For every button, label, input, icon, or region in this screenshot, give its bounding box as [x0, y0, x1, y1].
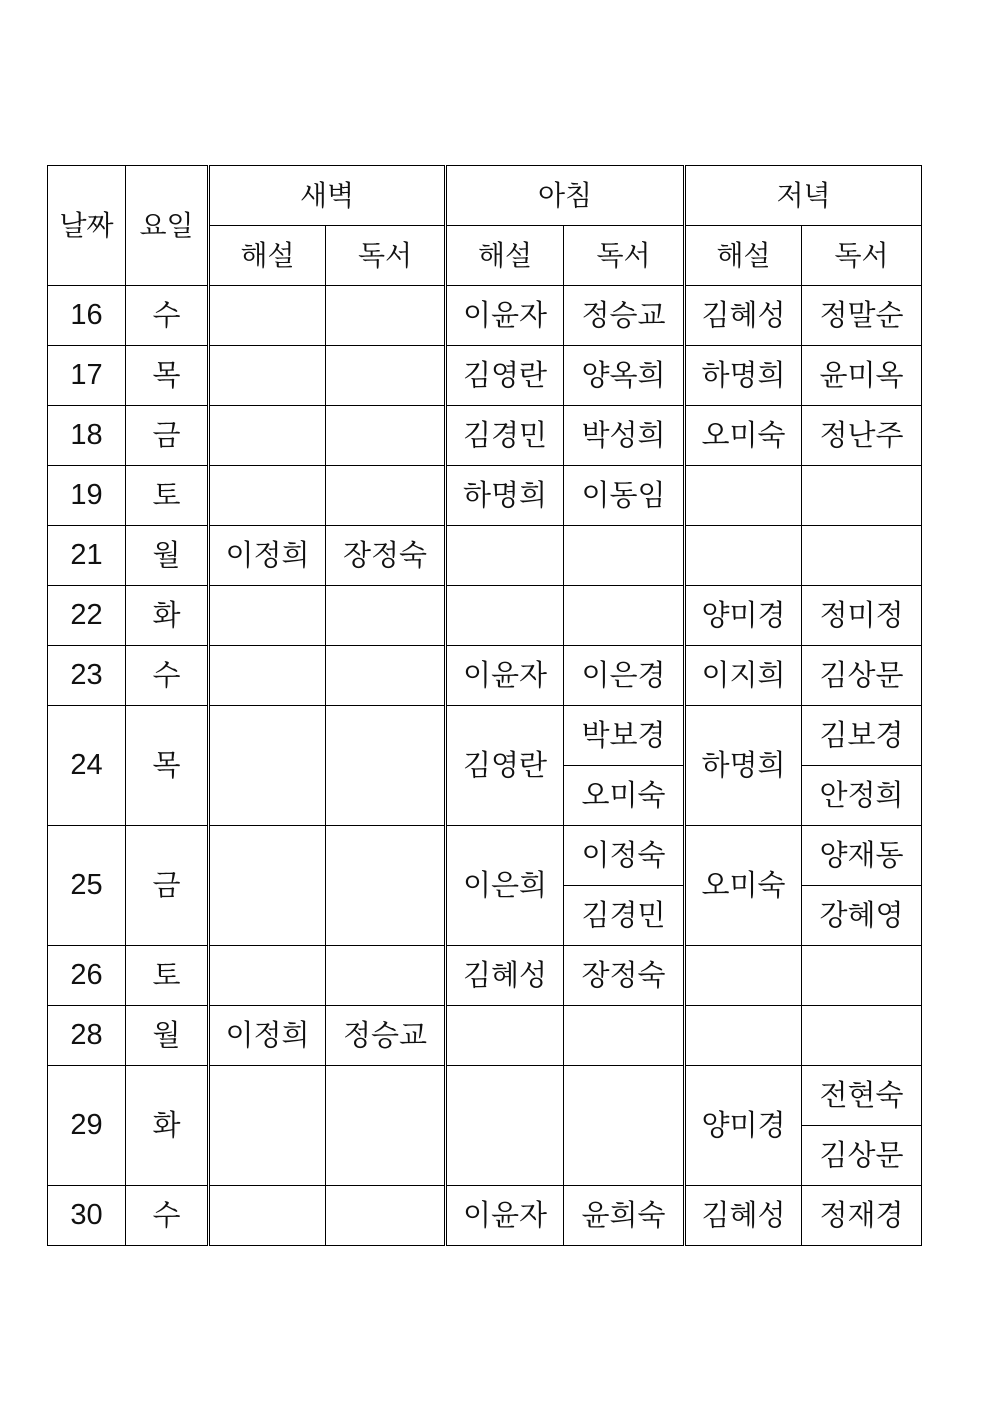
- morning-commentary: 이은희: [446, 826, 564, 946]
- row-weekday: 목: [126, 706, 209, 826]
- dawn-reading: 장정숙: [326, 526, 446, 586]
- dawn-commentary: [209, 706, 326, 826]
- morning-commentary: 김영란: [446, 346, 564, 406]
- row-date: 22: [48, 586, 126, 646]
- dawn-commentary: [209, 346, 326, 406]
- evening-commentary: 하명희: [685, 346, 802, 406]
- table-row: [48, 826, 922, 886]
- morning-reading: [564, 586, 685, 646]
- table-row: [48, 406, 922, 466]
- row-weekday: 수: [126, 1186, 209, 1246]
- dawn-commentary: [209, 466, 326, 526]
- dawn-commentary: 이정희: [209, 526, 326, 586]
- row-weekday: 화: [126, 1066, 209, 1186]
- row-date: 25: [48, 826, 126, 946]
- dawn-reading: [326, 946, 446, 1006]
- evening-reading: 김상문: [802, 646, 922, 706]
- row-weekday: 금: [126, 406, 209, 466]
- morning-reading: 이은경: [564, 646, 685, 706]
- dawn-reading: [326, 586, 446, 646]
- dawn-commentary: [209, 1066, 326, 1186]
- table-row: [48, 526, 922, 586]
- header-group-evening: 저녁: [685, 166, 922, 226]
- evening-commentary: 오미숙: [685, 826, 802, 946]
- dawn-reading: [326, 466, 446, 526]
- morning-reading: 이정숙: [564, 826, 685, 886]
- evening-commentary: 양미경: [685, 1066, 802, 1186]
- header-dawn-reading: 독서: [326, 226, 446, 286]
- morning-reading: 이동임: [564, 466, 685, 526]
- dawn-commentary: [209, 646, 326, 706]
- row-weekday: 토: [126, 946, 209, 1006]
- evening-reading: 윤미옥: [802, 346, 922, 406]
- dawn-reading: [326, 826, 446, 946]
- row-date: 18: [48, 406, 126, 466]
- header-group-dawn: 새벽: [209, 166, 446, 226]
- evening-commentary: 이지희: [685, 646, 802, 706]
- morning-commentary: [446, 526, 564, 586]
- morning-reading: [564, 1066, 685, 1186]
- table-row: [48, 1066, 922, 1126]
- header-row-top: [48, 166, 922, 226]
- evening-reading: 안정희: [802, 766, 922, 826]
- morning-reading: 윤희숙: [564, 1186, 685, 1246]
- morning-commentary: 김경민: [446, 406, 564, 466]
- header-group-morning: 아침: [446, 166, 685, 226]
- morning-reading: 박성희: [564, 406, 685, 466]
- row-date: 30: [48, 1186, 126, 1246]
- evening-reading: 김보경: [802, 706, 922, 766]
- evening-reading: 강혜영: [802, 886, 922, 946]
- evening-reading: 정재경: [802, 1186, 922, 1246]
- dawn-reading: [326, 706, 446, 826]
- table-row: [48, 646, 922, 706]
- table-row: [48, 946, 922, 1006]
- dawn-commentary: 이정희: [209, 1006, 326, 1066]
- schedule-table: [47, 165, 922, 1246]
- dawn-reading: [326, 406, 446, 466]
- evening-reading: [802, 946, 922, 1006]
- table-row: [48, 1006, 922, 1066]
- evening-commentary: 오미숙: [685, 406, 802, 466]
- morning-reading: [564, 526, 685, 586]
- row-weekday: 수: [126, 646, 209, 706]
- evening-reading: 정말순: [802, 286, 922, 346]
- row-date: 19: [48, 466, 126, 526]
- evening-commentary: 양미경: [685, 586, 802, 646]
- morning-reading: [564, 1006, 685, 1066]
- morning-reading: 김경민: [564, 886, 685, 946]
- evening-commentary: 김혜성: [685, 286, 802, 346]
- morning-commentary: 김혜성: [446, 946, 564, 1006]
- evening-reading: 정미정: [802, 586, 922, 646]
- morning-commentary: [446, 1006, 564, 1066]
- dawn-commentary: [209, 586, 326, 646]
- header-morning-reading: 독서: [564, 226, 685, 286]
- dawn-reading: [326, 1066, 446, 1186]
- morning-commentary: 이윤자: [446, 646, 564, 706]
- row-weekday: 월: [126, 526, 209, 586]
- row-weekday: 월: [126, 1006, 209, 1066]
- row-date: 17: [48, 346, 126, 406]
- morning-commentary: 이윤자: [446, 286, 564, 346]
- evening-reading: [802, 466, 922, 526]
- row-weekday: 수: [126, 286, 209, 346]
- evening-commentary: [685, 526, 802, 586]
- dawn-reading: [326, 1186, 446, 1246]
- table-row: [48, 346, 922, 406]
- table-row: [48, 586, 922, 646]
- morning-commentary: 이윤자: [446, 1186, 564, 1246]
- morning-reading: 정승교: [564, 286, 685, 346]
- header-morning-commentary: 해설: [446, 226, 564, 286]
- header-evening-commentary: 해설: [685, 226, 802, 286]
- header-date: 날짜: [48, 166, 126, 286]
- dawn-commentary: [209, 946, 326, 1006]
- row-date: 23: [48, 646, 126, 706]
- table-row: [48, 1186, 922, 1246]
- header-weekday: 요일: [126, 166, 209, 286]
- table-row: [48, 466, 922, 526]
- morning-commentary: 김영란: [446, 706, 564, 826]
- row-date: 28: [48, 1006, 126, 1066]
- row-date: 26: [48, 946, 126, 1006]
- evening-commentary: 김혜성: [685, 1186, 802, 1246]
- morning-commentary: 하명희: [446, 466, 564, 526]
- dawn-reading: [326, 346, 446, 406]
- evening-commentary: [685, 466, 802, 526]
- table-row: [48, 286, 922, 346]
- row-weekday: 토: [126, 466, 209, 526]
- evening-reading: [802, 526, 922, 586]
- row-date: 29: [48, 1066, 126, 1186]
- dawn-commentary: [209, 286, 326, 346]
- row-date: 24: [48, 706, 126, 826]
- evening-reading: 김상문: [802, 1126, 922, 1186]
- evening-commentary: [685, 1006, 802, 1066]
- morning-reading: 박보경: [564, 706, 685, 766]
- row-weekday: 목: [126, 346, 209, 406]
- evening-reading: [802, 1006, 922, 1066]
- dawn-reading: [326, 646, 446, 706]
- evening-commentary: 하명희: [685, 706, 802, 826]
- evening-reading: 전현숙: [802, 1066, 922, 1126]
- morning-reading: 양옥희: [564, 346, 685, 406]
- row-date: 21: [48, 526, 126, 586]
- evening-reading: 양재동: [802, 826, 922, 886]
- table-row: [48, 706, 922, 766]
- dawn-reading: 정승교: [326, 1006, 446, 1066]
- morning-commentary: [446, 1066, 564, 1186]
- evening-reading: 정난주: [802, 406, 922, 466]
- row-weekday: 화: [126, 586, 209, 646]
- row-date: 16: [48, 286, 126, 346]
- row-weekday: 금: [126, 826, 209, 946]
- morning-reading: 장정숙: [564, 946, 685, 1006]
- dawn-reading: [326, 286, 446, 346]
- morning-reading: 오미숙: [564, 766, 685, 826]
- morning-commentary: [446, 586, 564, 646]
- dawn-commentary: [209, 1186, 326, 1246]
- dawn-commentary: [209, 406, 326, 466]
- header-evening-reading: 독서: [802, 226, 922, 286]
- dawn-commentary: [209, 826, 326, 946]
- header-dawn-commentary: 해설: [209, 226, 326, 286]
- evening-commentary: [685, 946, 802, 1006]
